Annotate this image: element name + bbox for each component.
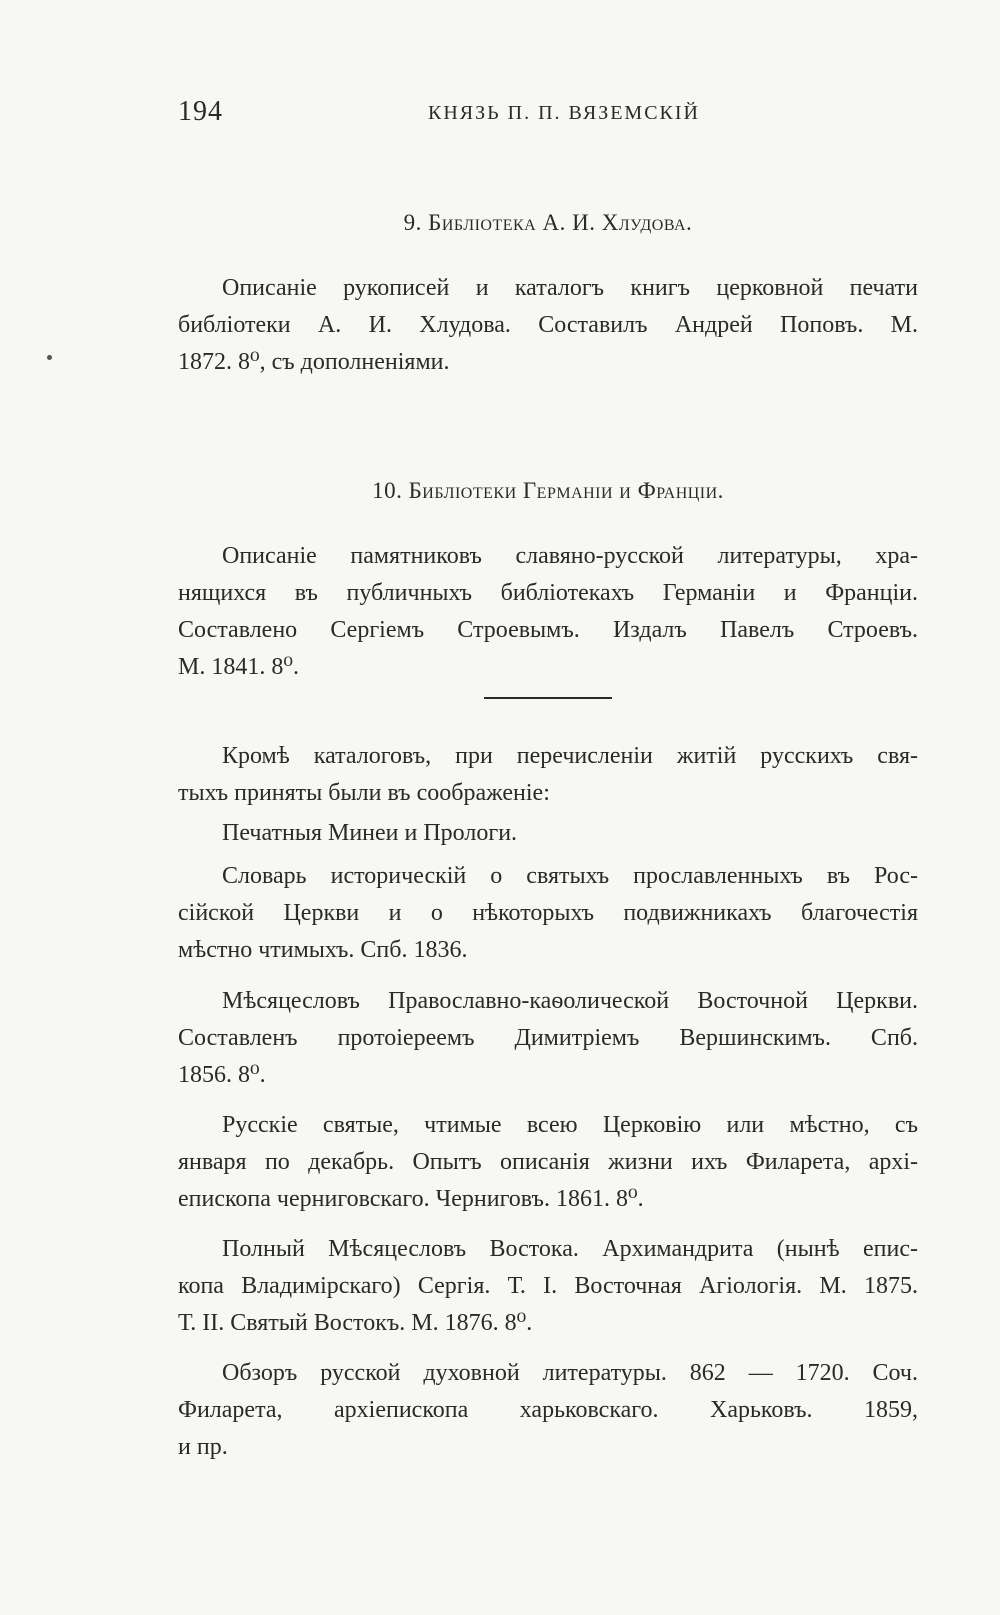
text-line: Т. II. Святый Востокъ. М. 1876. 8⁰. xyxy=(178,1310,533,1336)
text-line: Словарь историческій о святыхъ прославленныхъ въ Рос- xyxy=(222,863,918,889)
text-line: 1856. 8⁰. xyxy=(178,1062,266,1088)
running-title: КНЯЗЬ П. П. ВЯЗЕМСКІЙ xyxy=(428,102,700,124)
text-line: Печатныя Минеи и Прологи. xyxy=(222,820,518,846)
list-item-1 xyxy=(178,815,918,852)
paragraph-section-10 xyxy=(178,538,918,686)
section-heading-9 xyxy=(178,210,918,236)
text-line: тыхъ приняты были въ соображеніе: xyxy=(178,780,550,806)
ink-speck xyxy=(47,355,52,360)
text-line: копа Владимірскаго) Сергія. Т. I. Восточная Агіологія. М. 1875. xyxy=(178,1273,918,1299)
text-line: М. 1841. 8⁰. xyxy=(178,654,299,680)
text-line: епископа черниговскаго. Черниговъ. 1861. 8⁰. xyxy=(178,1186,644,1212)
text-line: Кромѣ каталоговъ, при перечисленіи житій русскихъ свя- xyxy=(222,743,918,769)
section-heading-text: Библіотека А. И. Хлудова. xyxy=(428,210,693,235)
section-heading-text: Библіотеки Германіи и Франціи. xyxy=(408,478,724,503)
paragraph-section-9 xyxy=(178,270,918,381)
section-heading-number: 10. xyxy=(372,478,403,503)
text-line: Мѣсяцесловъ Православно-каѳолической Восточной Церкви. xyxy=(222,988,918,1014)
text-line: Русскіе святые, чтимые всею Церковію или мѣстно, съ xyxy=(222,1112,918,1138)
list-item-6 xyxy=(178,1355,918,1466)
text-line: библіотеки А. И. Хлудова. Составилъ Андрей Поповъ. М. xyxy=(178,312,918,338)
paragraph-intro xyxy=(178,738,918,812)
section-divider xyxy=(484,697,612,699)
text-line: Составлено Сергіемъ Строевымъ. Издалъ Павелъ Строевъ. xyxy=(178,617,918,643)
list-item-5 xyxy=(178,1231,918,1342)
text-line: Полный Мѣсяцесловъ Востока. Архимандрита (нынѣ епис- xyxy=(222,1236,918,1262)
text-line: Описаніе памятниковъ славяно-русской литературы, хра- xyxy=(222,543,918,569)
page-number: 194 xyxy=(178,96,223,127)
running-head xyxy=(178,96,918,136)
list-item-3 xyxy=(178,983,918,1094)
section-heading-number: 9. xyxy=(403,210,422,235)
list-item-4 xyxy=(178,1107,918,1218)
list-item-2 xyxy=(178,858,918,969)
text-line: мѣстно чтимыхъ. Спб. 1836. xyxy=(178,937,468,963)
text-line: и пр. xyxy=(178,1434,228,1460)
text-line: 1872. 8⁰, съ дополненіями. xyxy=(178,349,450,375)
text-line: Филарета, архіепископа харьковскаго. Харьковъ. 1859, xyxy=(178,1397,918,1423)
text-line: нящихся въ публичныхъ библіотекахъ Германіи и Франціи. xyxy=(178,580,918,606)
text-line: сійской Церкви и о нѣкоторыхъ подвижникахъ благочестія xyxy=(178,900,918,926)
text-line: января по декабрь. Опытъ описанія жизни ихъ Филарета, архі- xyxy=(178,1149,918,1175)
text-line: Обзоръ русской духовной литературы. 862 — 1720. Соч. xyxy=(222,1360,918,1386)
text-line: Описаніе рукописей и каталогъ книгъ церковной печати xyxy=(222,275,918,301)
section-heading-10 xyxy=(178,478,918,504)
text-line: Составленъ протоіереемъ Димитріемъ Вершинскимъ. Спб. xyxy=(178,1025,918,1051)
